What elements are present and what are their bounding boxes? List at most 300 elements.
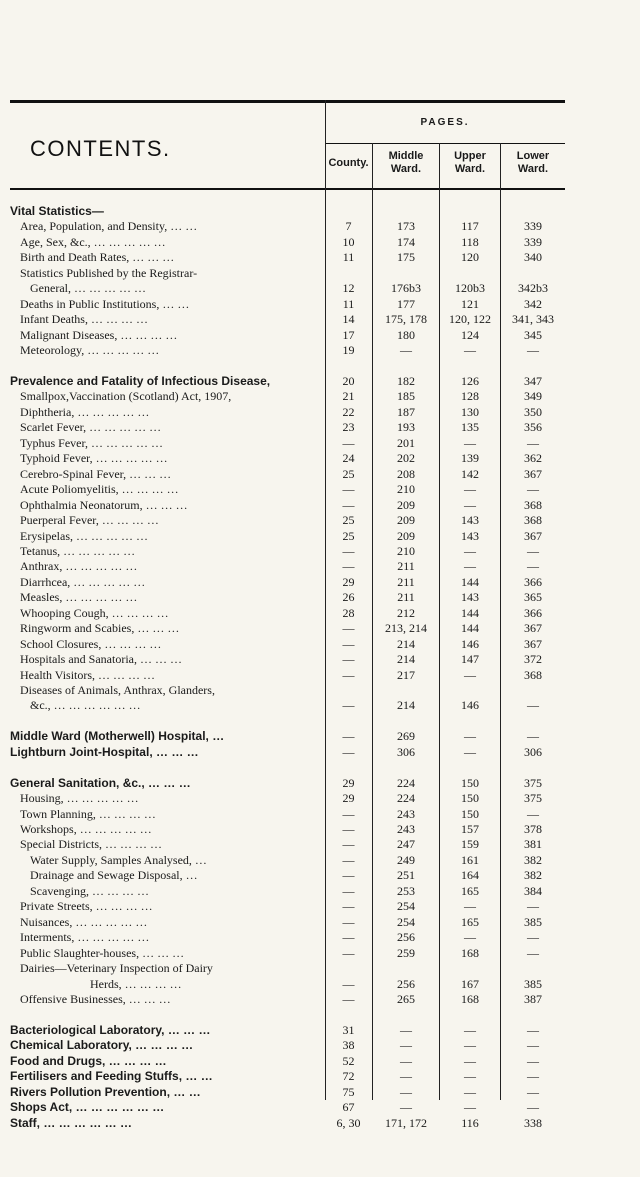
row-label: Drainage and Sewage Disposal, … [30,868,198,883]
col-county: County. [328,157,369,169]
page-ref-upper-ward: 168 [461,945,479,960]
page-ref-middle-ward: — [400,1038,412,1053]
page-ref-middle-ward: 209 [397,497,415,512]
page-ref-county: — [342,976,355,991]
page-ref-upper-ward: 116 [461,1115,479,1130]
page-ref-county: — [342,435,355,450]
row-label: Housing, … … … … … [20,791,139,806]
page-ref-middle-ward: 265 [397,991,415,1006]
page-ref-upper-ward: 121 [461,296,479,311]
row-label: Lightburn Joint-Hospital, … … … [10,744,199,759]
page-ref-lower-ward: 341, 343 [512,312,554,327]
page-ref-lower-ward: — [527,899,539,914]
page-ref-middle-ward: 224 [397,791,415,806]
page-ref-lower-ward: 368 [524,497,542,512]
row-label: Public Slaughter-houses, … … … [20,945,185,960]
page-ref-middle-ward: 269 [397,729,415,744]
page-ref-middle-ward: 176b3 [391,281,421,296]
row-label: Statistics Published by the Registrar- [20,265,198,280]
page-ref-upper-ward: 165 [461,883,479,898]
row-label: Tetanus, … … … … … [20,543,136,558]
page-ref-middle-ward: 177 [397,296,415,311]
page-ref-middle-ward: 209 [397,513,415,527]
table-row [0,497,640,513]
page-ref-county: 19 [342,343,355,357]
table-row [0,280,640,296]
page-ref-county: — [342,482,355,497]
row-label: Herds, … … … … [90,976,182,991]
page-ref-lower-ward: — [527,482,539,497]
page-ref-middle-ward: 175 [397,250,415,265]
row-label: Interments, … … … … … [20,930,150,945]
page-ref-lower-ward: — [527,343,539,357]
page-ref-middle-ward: 174 [397,234,415,249]
row-label: Offensive Businesses, … … … [20,991,171,1006]
page-ref-lower-ward: 382 [524,852,542,867]
page-ref-lower-ward: 381 [524,837,542,852]
page-ref-county: 25 [342,466,355,481]
table-row [0,311,640,327]
page-ref-middle-ward: — [400,1053,412,1068]
page-ref-upper-ward: 118 [461,234,479,249]
page-ref-middle-ward: 251 [397,868,415,883]
page-ref-upper-ward: 147 [461,652,479,666]
page-ref-upper-ward: 130 [461,404,479,419]
table-row [0,976,640,992]
page-ref-county: — [342,698,355,713]
page-title: CONTENTS. [30,136,171,161]
row-label: Vital Statistics— [10,204,104,218]
page-ref-county: — [342,868,355,883]
table-row [0,759,640,775]
page-ref-middle-ward: 209 [397,528,415,543]
row-label: Typhus Fever, … … … … … [20,435,164,450]
page-ref-county: 11 [342,250,355,265]
page-ref-county: 12 [342,281,355,296]
page-ref-county: 29 [342,791,355,806]
page-ref-county: 20 [342,373,355,388]
table-row [0,388,640,404]
page-ref-lower-ward: — [527,1069,539,1084]
page-ref-lower-ward: 366 [524,574,542,589]
table-row [0,914,640,930]
page-ref-upper-ward: 143 [461,513,479,527]
row-label: Health Visitors, … … … … [20,667,156,682]
page-ref-lower-ward: 368 [524,667,542,682]
page-ref-upper-ward: — [464,1053,476,1068]
page-ref-lower-ward: — [527,930,539,945]
page-ref-lower-ward: 339 [524,219,542,234]
page-ref-county: 29 [342,775,355,790]
page-ref-county: 25 [342,528,355,543]
table-row [0,744,640,760]
page-ref-upper-ward: — [464,435,476,450]
page-ref-upper-ward: — [464,559,476,574]
page-ref-county: — [342,667,355,682]
page-ref-county: — [342,899,355,914]
page-ref-lower-ward: 306 [524,744,542,759]
page-ref-lower-ward: 367 [524,528,542,543]
table-row [0,651,640,667]
page-ref-upper-ward: 120 [461,250,479,265]
page-ref-middle-ward: 256 [397,930,415,945]
page-ref-county: 52 [342,1053,355,1068]
page-ref-lower-ward: 384 [524,883,542,898]
page-ref-upper-ward: 120b3 [455,281,485,296]
row-label: Nuisances, … … … … … [20,914,148,929]
row-label: Malignant Diseases, … … … … [20,327,178,342]
page-ref-upper-ward: — [464,1022,476,1037]
page-ref-middle-ward: — [400,1022,412,1037]
page-ref-middle-ward: 193 [397,420,415,435]
page-ref-lower-ward: 367 [524,636,542,651]
row-label: Deaths in Public Institutions, … … [20,296,190,311]
row-label: Acute Poliomyelitis, … … … … [20,482,179,497]
page-ref-middle-ward: 187 [397,404,415,419]
page-ref-upper-ward: — [464,930,476,945]
row-label: &c., … … … … … … [30,698,141,713]
page-ref-middle-ward: 201 [397,435,415,450]
page-ref-upper-ward: 157 [461,822,479,836]
table-row [0,636,640,652]
table-row [0,1099,640,1115]
page-ref-lower-ward: 387 [524,991,542,1006]
page-ref-middle-ward: 247 [397,837,415,852]
row-label: Fertilisers and Feeding Stuffs, … … [10,1069,213,1084]
page-ref-lower-ward: — [527,559,539,574]
page-ref-middle-ward: 210 [397,482,415,497]
table-row [0,697,640,713]
table-row [0,543,640,559]
row-label: Workshops, … … … … … [20,822,152,836]
page-ref-county: — [342,837,355,852]
page-ref-county: 24 [342,451,355,466]
page-ref-upper-ward: — [464,1100,476,1115]
page-ref-lower-ward: 366 [524,605,542,620]
table-row [0,790,640,806]
page-ref-lower-ward: 339 [524,234,542,249]
page-ref-middle-ward: 224 [397,775,415,790]
page-ref-county: — [342,729,355,744]
table-row [0,821,640,837]
page-ref-county: 31 [342,1022,355,1037]
table-row [0,558,640,574]
table-row [0,945,640,961]
table-row [0,728,640,744]
page-ref-lower-ward: 365 [524,590,542,605]
page-ref-county: 67 [342,1100,355,1115]
page-ref-middle-ward: 180 [397,327,415,342]
table-row [0,960,640,976]
page-ref-lower-ward: — [527,1038,539,1053]
page-ref-lower-ward: — [527,729,539,744]
page-ref-county: 28 [342,605,355,620]
row-label: Middle Ward (Motherwell) Hospital, … [10,729,225,744]
row-label: Puerperal Fever, … … … … [20,513,159,527]
page-ref-lower-ward: — [527,543,539,558]
row-label: Erysipelas, … … … … … [20,528,148,543]
page-ref-lower-ward: — [527,1053,539,1068]
table-row [0,342,640,358]
table-row [0,1115,640,1131]
page-ref-upper-ward: 150 [461,791,479,806]
page-ref-county: — [342,914,355,929]
row-label: Town Planning, … … … … [20,806,156,821]
table-row [0,481,640,497]
page-ref-middle-ward: — [400,1100,412,1115]
page-ref-lower-ward: — [527,806,539,821]
page-ref-middle-ward: 256 [397,976,415,991]
page-ref-upper-ward: 142 [461,466,479,481]
table-row [0,667,640,683]
page-ref-county: 17 [342,327,355,342]
page-ref-upper-ward: 117 [461,219,479,234]
page-ref-lower-ward: 350 [524,404,542,419]
row-label: Cerebro-Spinal Fever, … … … [20,466,172,481]
page-ref-middle-ward: 182 [397,373,415,388]
table-row [0,512,640,528]
table-row [0,296,640,312]
table-row [0,450,640,466]
page-ref-lower-ward: 342b3 [518,281,548,296]
page-ref-middle-ward: — [400,343,412,357]
table-row [0,806,640,822]
page-ref-middle-ward: 253 [397,883,415,898]
top-rule [10,100,565,103]
page-ref-county: — [342,883,355,898]
row-label: Anthrax, … … … … … [20,559,138,574]
row-label: Dairies—Veterinary Inspection of Dairy [20,961,213,975]
row-label: Diarrhcea, … … … … … [20,574,146,589]
table-row [0,991,640,1007]
table-row [0,620,640,636]
page-ref-middle-ward: 208 [397,466,415,481]
table-row [0,605,640,621]
page-ref-upper-ward: 146 [461,698,479,713]
table-row [0,852,640,868]
page-ref-county: 25 [342,513,355,527]
page-ref-middle-ward: 217 [397,667,415,682]
page-ref-upper-ward: — [464,1038,476,1053]
page-ref-lower-ward: 349 [524,389,542,404]
table-row [0,1068,640,1084]
row-label: Area, Population, and Density, … … [20,219,198,234]
table-row [0,898,640,914]
page-ref-middle-ward: 212 [397,605,415,620]
page-ref-middle-ward: — [400,1084,412,1099]
table-row [0,1022,640,1038]
page-ref-county: 10 [342,234,355,249]
page-ref-upper-ward: 143 [461,590,479,605]
table-row [0,404,640,420]
page-ref-upper-ward: — [464,543,476,558]
table-row [0,528,640,544]
page-ref-upper-ward: — [464,729,476,744]
page-ref-county: 7 [345,219,352,234]
page-ref-county: — [342,945,355,960]
row-label: Diphtheria, … … … … … [20,404,150,419]
row-label: Diseases of Animals, Anthrax, Glanders, [20,683,215,697]
page-ref-county: 21 [342,389,355,404]
header-rule [10,188,565,190]
page-ref-lower-ward: 382 [524,868,542,883]
page-ref-middle-ward: 249 [397,852,415,867]
row-label: Ophthalmia Neonatorum, … … … [20,497,188,512]
page-ref-lower-ward: 362 [524,451,542,466]
row-label: Smallpox,Vaccination (Scotland) Act, 1907, [20,389,232,404]
row-label: Rivers Pollution Prevention, … … [10,1084,201,1099]
page-ref-middle-ward: 306 [397,744,415,759]
page-ref-middle-ward: 254 [397,914,415,929]
row-label: General, … … … … … [30,281,146,296]
page-ref-lower-ward: — [527,1084,539,1099]
page-ref-upper-ward: 144 [461,621,479,636]
page-ref-lower-ward: 347 [524,373,542,388]
page-ref-middle-ward: 243 [397,806,415,821]
page-ref-middle-ward: 210 [397,543,415,558]
table-row [0,373,640,389]
table-row [0,775,640,791]
page-ref-upper-ward: 144 [461,574,479,589]
table-row [0,836,640,852]
page-ref-county: — [342,497,355,512]
table-row [0,682,640,698]
page-ref-upper-ward: 128 [461,389,479,404]
page-ref-county: 11 [342,296,355,311]
page-ref-upper-ward: — [464,482,476,497]
page-ref-lower-ward: — [527,1022,539,1037]
page-ref-lower-ward: — [527,698,539,713]
page-ref-lower-ward: — [527,435,539,450]
col-lower-ward: Lower Ward. [516,150,550,175]
page-ref-county: — [342,621,355,636]
table-row [0,234,640,250]
page-ref-county: — [342,822,355,836]
page-ref-county: 75 [342,1084,355,1099]
table-row [0,1006,640,1022]
page-ref-upper-ward: 120, 122 [449,312,491,327]
table-row [0,358,640,374]
page-ref-lower-ward: 338 [524,1115,542,1130]
page-ref-upper-ward: 165 [461,914,479,929]
page-ref-middle-ward: 243 [397,822,415,836]
page-ref-upper-ward: 143 [461,528,479,543]
row-label: Water Supply, Samples Analysed, … [30,852,207,867]
page-ref-upper-ward: 164 [461,868,479,883]
row-label: Birth and Death Rates, … … … [20,250,175,265]
table-row [0,1053,640,1069]
row-label: Scavenging, … … … … [30,883,149,898]
row-label: Ringworm and Scabies, … … … [20,621,180,636]
page-ref-upper-ward: 167 [461,976,479,991]
page-ref-county: 38 [342,1038,355,1053]
page-ref-upper-ward: — [464,1069,476,1084]
table-row [0,867,640,883]
page-ref-upper-ward: 146 [461,636,479,651]
table-row [0,218,640,234]
row-label: Special Districts, … … … … [20,837,162,852]
page-ref-middle-ward: 175, 178 [385,312,427,327]
page-ref-middle-ward: 254 [397,899,415,914]
page-ref-county: — [342,852,355,867]
page-ref-middle-ward: 173 [397,219,415,234]
row-label: Whooping Cough, … … … … [20,605,169,620]
page-ref-county: 23 [342,420,355,435]
row-label: Private Streets, … … … … [20,899,153,914]
page-ref-middle-ward: 259 [397,945,415,960]
page-ref-county: 26 [342,590,355,605]
page-ref-county: 72 [342,1069,355,1084]
row-label: Chemical Laboratory, … … … … [10,1038,194,1053]
table-row [0,713,640,729]
pages-rule [325,143,565,144]
page-ref-lower-ward: 378 [524,822,542,836]
page-ref-upper-ward: 126 [461,373,479,388]
page-ref-upper-ward: 124 [461,327,479,342]
table-row [0,435,640,451]
page-ref-lower-ward: — [527,1100,539,1115]
page-ref-lower-ward: 342 [524,296,542,311]
table-row [0,929,640,945]
page-ref-lower-ward: 368 [524,513,542,527]
page-ref-middle-ward: 185 [397,389,415,404]
row-label: Measles, … … … … … [20,590,138,605]
page-ref-lower-ward: 367 [524,466,542,481]
page-ref-middle-ward: 211 [397,590,415,605]
row-label: Typhoid Fever, … … … … … [20,451,168,466]
row-label: Prevalence and Fatality of Infectious Disease, [10,373,271,388]
page-ref-lower-ward: 340 [524,250,542,265]
table-row [0,265,640,281]
table-row [0,1037,640,1053]
page-ref-county: 22 [342,404,355,419]
page-ref-middle-ward: 214 [397,636,415,651]
page-ref-upper-ward: 139 [461,451,479,466]
page-ref-middle-ward: 213, 214 [385,621,427,636]
page-ref-upper-ward: — [464,667,476,682]
table-row [0,574,640,590]
page-ref-county: 14 [342,312,355,327]
row-label: Staff, … … … … … … [10,1115,133,1130]
page-ref-lower-ward: 372 [524,652,542,666]
page-ref-county: — [342,543,355,558]
page-ref-upper-ward: — [464,1084,476,1099]
page-ref-county: — [342,636,355,651]
page-ref-upper-ward: 150 [461,806,479,821]
page-ref-county: — [342,559,355,574]
page-ref-lower-ward: 356 [524,420,542,435]
page-ref-upper-ward: — [464,744,476,759]
row-label: Scarlet Fever, … … … … … [20,420,162,435]
page-ref-lower-ward: 385 [524,914,542,929]
page-ref-middle-ward: — [400,1069,412,1084]
table-row [0,327,640,343]
page-ref-middle-ward: 171, 172 [385,1115,427,1130]
page-ref-county: — [342,930,355,945]
pages-header: PAGES. [420,117,470,128]
page-ref-county: — [342,744,355,759]
table-row [0,249,640,265]
page-ref-upper-ward: — [464,343,476,357]
col-middle-ward: Middle Ward. [388,150,424,175]
row-label: Age, Sex, &c., … … … … … [20,234,166,249]
row-label: Infant Deaths, … … … … [20,312,148,327]
page-ref-upper-ward: 144 [461,605,479,620]
row-label: Hospitals and Sanatoria, … … … [20,652,182,666]
page-ref-upper-ward: 135 [461,420,479,435]
page-ref-middle-ward: 211 [397,574,415,589]
page-ref-middle-ward: 214 [397,652,415,666]
